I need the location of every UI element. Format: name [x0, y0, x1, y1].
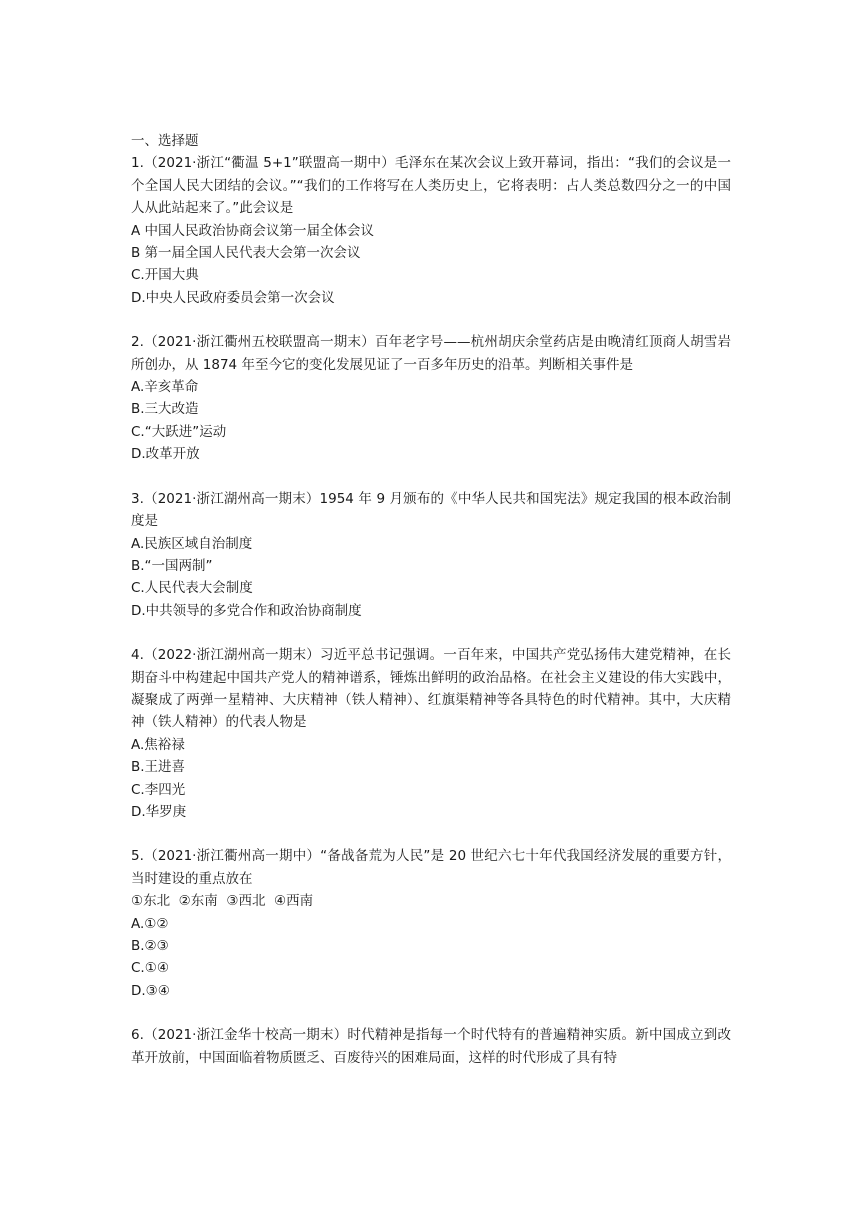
option-c: C.李四光: [131, 781, 186, 798]
question-3: [131, 488, 731, 622]
question-stem: 1.（2021·浙江“衢温 5+1”联盟高一期中）毛泽东在某次会议上致开幕词，指出：“我们的会议是一个全国人民大团结的会议。”“我们的工作将写在人类历史上，它将表明：占人类总数四分之一的中国人从此站起来了。”此会议是: [131, 155, 731, 217]
option-d: D.华罗庚: [131, 803, 187, 820]
question-sub-items: ①东北 ②东南 ③西北 ④西南: [131, 893, 314, 910]
option-c: C.开国大典: [131, 267, 199, 284]
option-a: A.辛亥革命: [131, 379, 199, 396]
question-stem: 2.（2021·浙江衢州五校联盟高一期末）百年老字号——杭州胡庆余堂药店是由晚清红顶商人胡雪岩所创办，从 1874 年至今它的变化发展见证了一百多年历史的沿革。判断相关事件是: [131, 334, 731, 373]
option-b: B.“一国两制”: [131, 557, 213, 574]
document-page: [131, 130, 731, 1091]
option-d: D.中央人民政府委员会第一次会议: [131, 289, 335, 306]
option-b: B.三大改造: [131, 401, 199, 418]
question-stem: 3.（2021·浙江湖州高一期末）1954 年 9 月颁布的《中华人民共和国宪法》规定我国的根本政治制度是: [131, 490, 731, 530]
question-6: [131, 1024, 731, 1069]
option-b: B 第一届全国人民代表大会第一次会议: [131, 245, 361, 262]
question-1: [131, 152, 731, 309]
section-title: 一、选择题: [131, 133, 199, 149]
option-b: B.②③: [131, 938, 169, 954]
question-stem: 4.（2022·浙江湖州高一期末）习近平总书记强调。一百年来，中国共产党弘扬伟大建党精神，在长期奋斗中构建起中国共产党人的精神谱系，锤炼出鲜明的政治品格。在社会主义建设的伟大实践中，凝聚成了两弹一星精神、大庆精神（铁人精神）、红旗渠精神等各具特色的时代精神。其中，大庆精神（铁人精神）的代表人物是: [131, 647, 731, 731]
option-a: A.①②: [131, 915, 169, 932]
option-d: D.改革开放: [131, 446, 200, 463]
question-5: [131, 845, 731, 1002]
question-2: [131, 331, 731, 465]
option-d: D.中共领导的多党合作和政治协商制度: [131, 602, 362, 619]
option-a: A 中国人民政治协商会议第一届全体会议: [131, 222, 375, 239]
question-4: [131, 644, 731, 823]
option-d: D.③④: [131, 982, 170, 999]
question-stem: 6.（2021·浙江金华十校高一期末）时代精神是指每一个时代特有的普遍精神实质。新中国成立到改革开放前，中国面临着物质匮乏、百废待兴的困难局面，这样的时代形成了具有特: [131, 1027, 731, 1066]
option-a: A.焦裕禄: [131, 736, 185, 753]
option-a: A.民族区域自治制度: [131, 535, 253, 552]
question-stem: 5.（2021·浙江衢州高一期中）“备战备荒为人民”是 20 世纪六七十年代我国经济发展的重要方针，当时建设的重点放在: [131, 848, 731, 887]
option-b: B.王进喜: [131, 759, 186, 776]
option-c: C.①④: [131, 960, 169, 977]
option-c: C.人民代表大会制度: [131, 580, 253, 597]
option-c: C.“大跃进”运动: [131, 423, 227, 440]
